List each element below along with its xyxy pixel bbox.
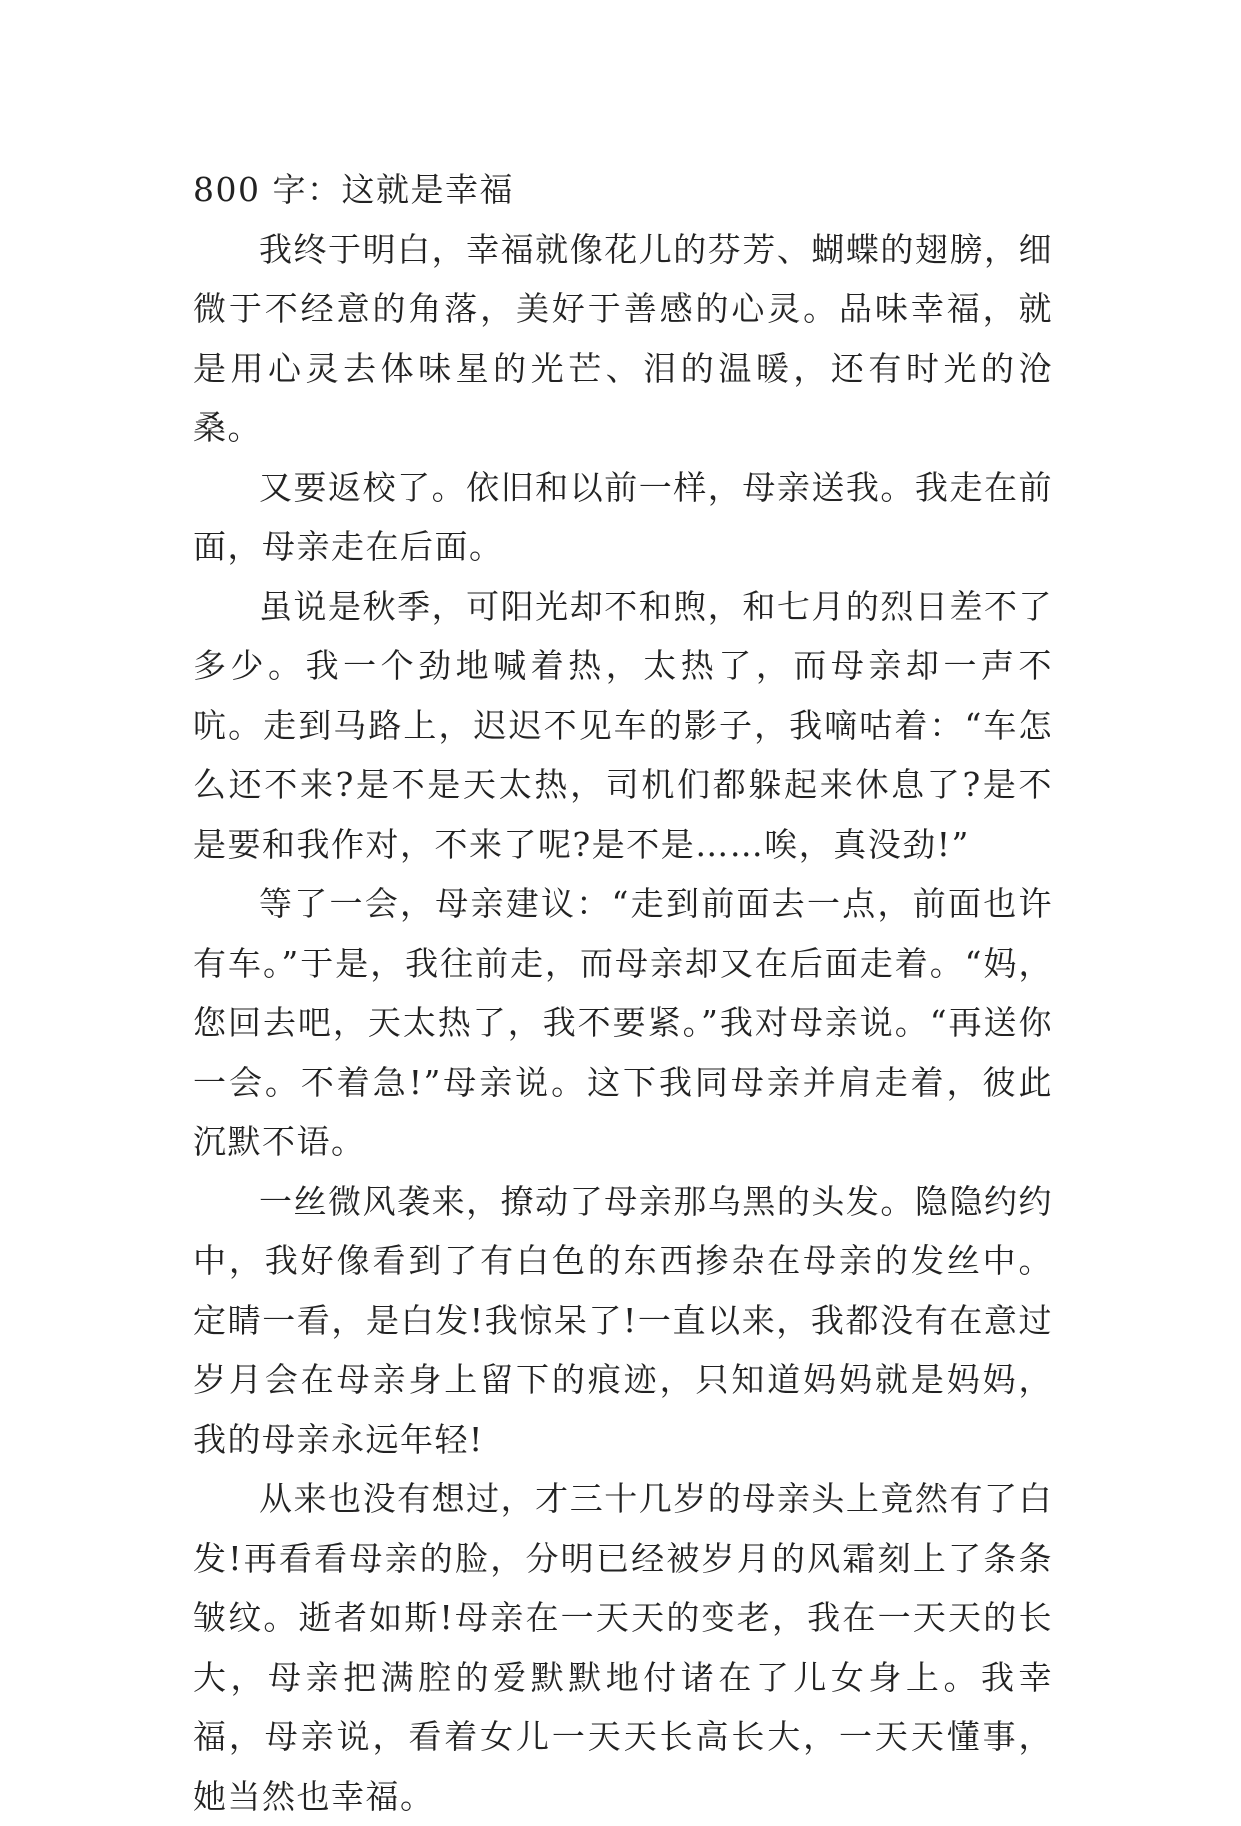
- paragraph-3: 虽说是秋季，可阳光却不和煦，和七月的烈日差不了多少。我一个劲地喊着热，太热了，而母亲却一声不吭。走到马路上，迟迟不见车的影子，我嘀咕着：“车怎么还不来?是不是天太热，司机们都躲起来休息了?是不是要和我作对，不来了呢?是不是……唉，真没劲!”: [193, 586, 1053, 864]
- paragraph-1: 我终于明白，幸福就像花儿的芬芳、蝴蝶的翅膀，细微于不经意的角落，美好于善感的心灵。品味幸福，就是用心灵去体味星的光芒、泪的温暖，还有时光的沧桑。: [193, 229, 1053, 447]
- article-body: [193, 160, 1053, 1826]
- paragraph-4: 等了一会，母亲建议：“走到前面去一点，前面也许有车。”于是，我往前走，而母亲却又在后面走着。“妈，您回去吧，天太热了，我不要紧。”我对母亲说。“再送你一会。不着急!”母亲说。这下我同母亲并肩走着，彼此沉默不语。: [193, 884, 1053, 1161]
- paragraph-6: 从来也没有想过，才三十几岁的母亲头上竟然有了白发!再看看母亲的脸，分明已经被岁月的风霜刻上了条条皱纹。逝者如斯!母亲在一天天的变老，我在一天天的长大，母亲把满腔的爱默默地付诸在了儿女身上。我幸福，母亲说，看着女儿一天天长高长大，一天天懂事，她当然也幸福。: [193, 1479, 1053, 1816]
- paragraph-2: 又要返校了。依旧和以前一样，母亲送我。我走在前面，母亲走在后面。: [193, 467, 1053, 566]
- article-title: 800 字：这就是幸福: [193, 170, 514, 209]
- paragraph-5: 一丝微风袭来，撩动了母亲那乌黑的头发。隐隐约约中，我好像看到了有白色的东西掺杂在母亲的发丝中。定睛一看，是白发!我惊呆了!一直以来，我都没有在意过岁月会在母亲身上留下的痕迹，只知道妈妈就是妈妈，我的母亲永远年轻!: [193, 1181, 1053, 1459]
